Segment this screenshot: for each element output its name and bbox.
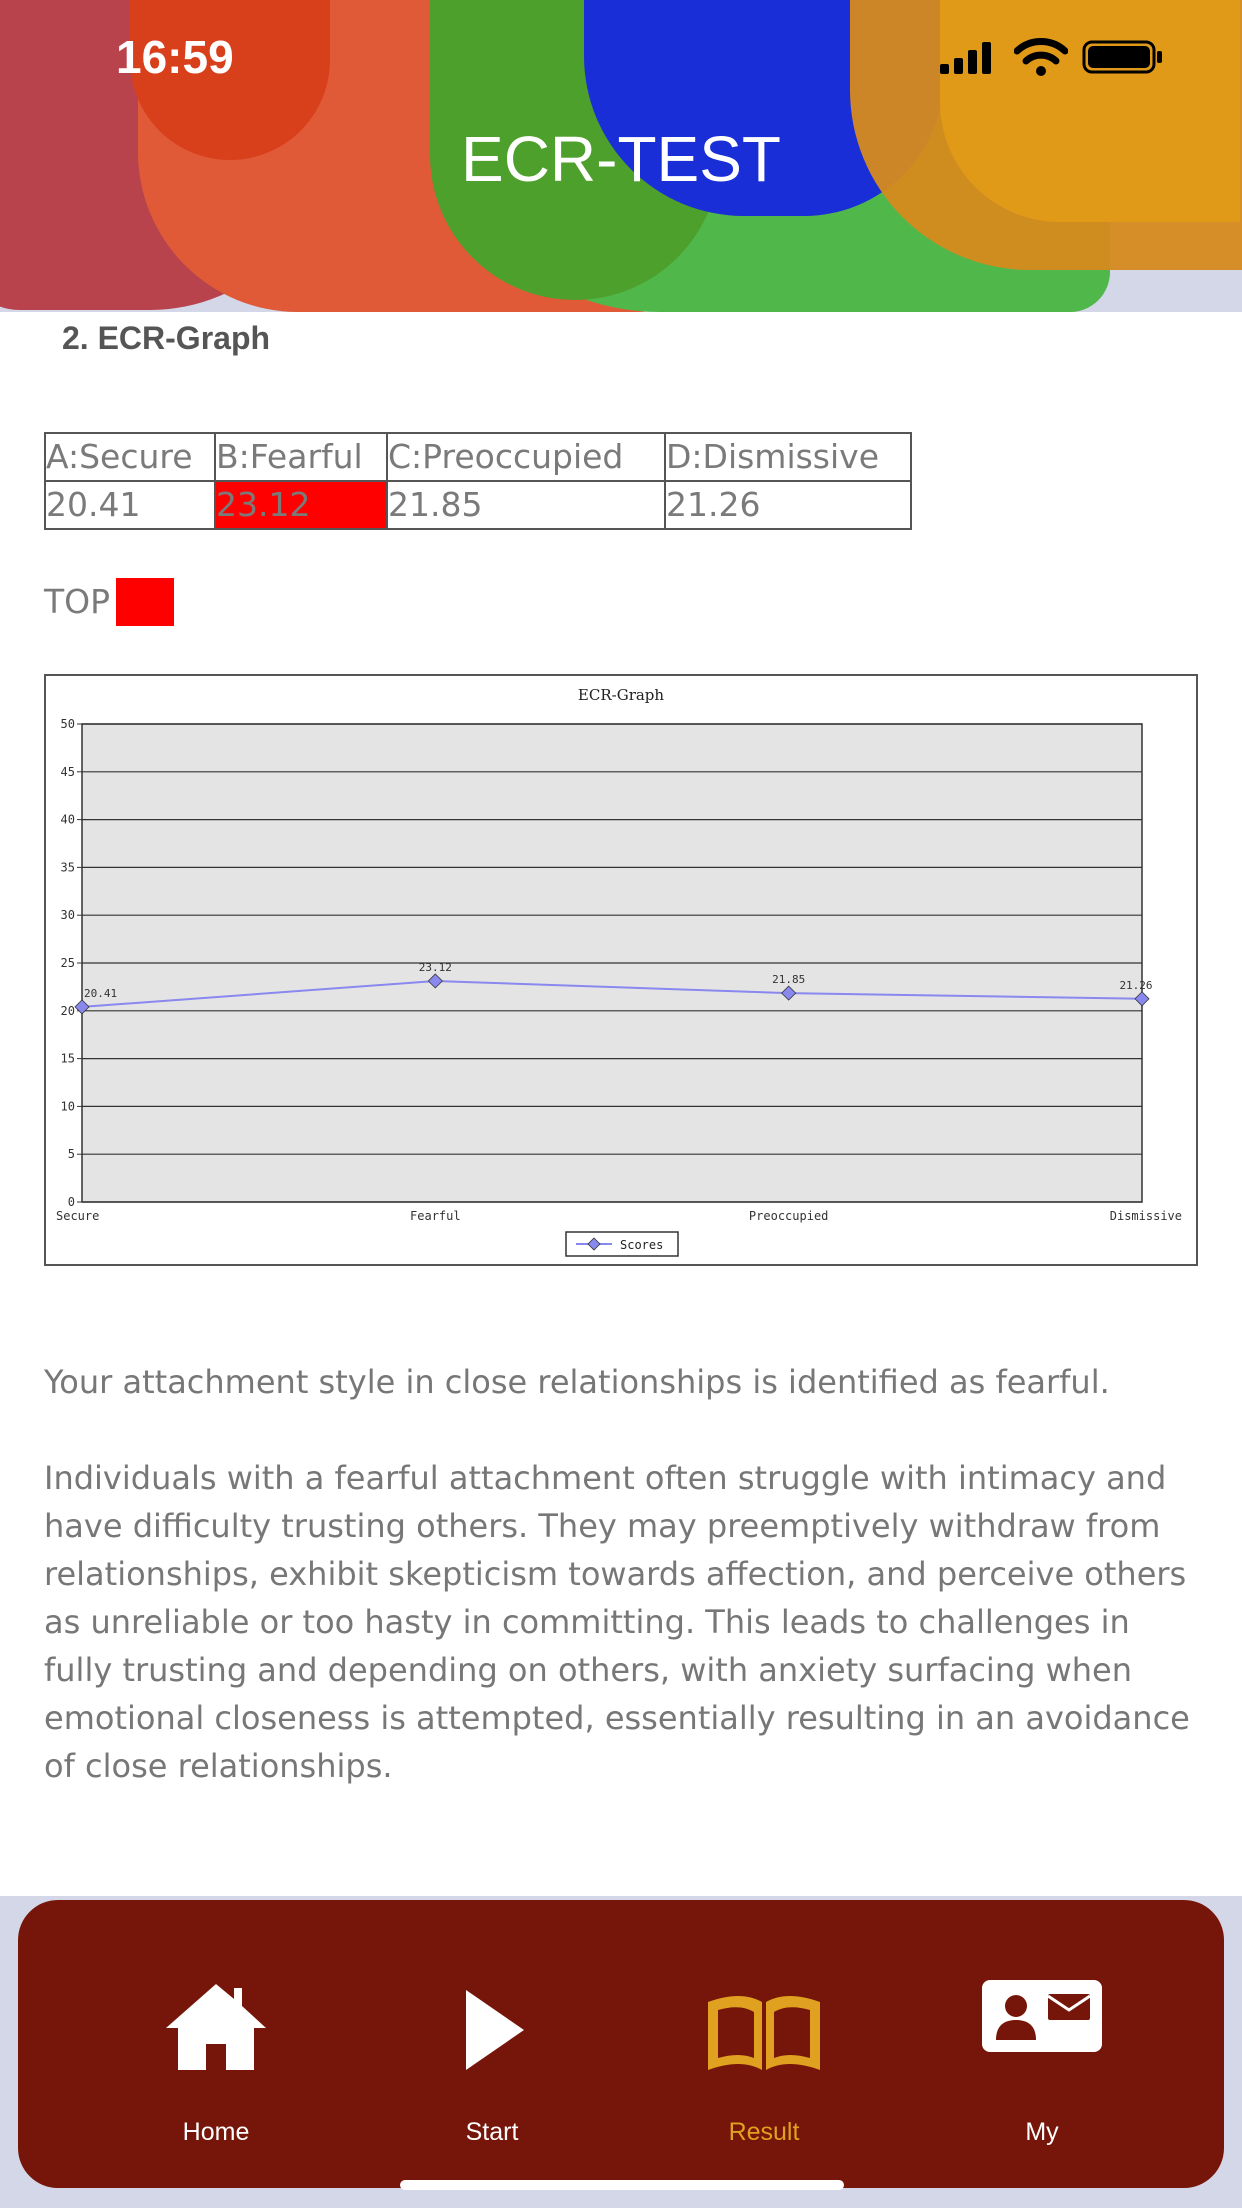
tab-home[interactable] [96,1900,336,2146]
status-bar [0,0,1242,120]
tab-home-label: Home [182,2118,250,2146]
top-label: TOP [44,582,111,621]
score-header-fearful: B:Fearful [215,433,387,481]
app-title: ECR-TEST [461,123,781,195]
chart-y-tick-label: 5 [67,1147,75,1162]
result-description [44,1358,1204,1838]
book-icon [704,1970,824,2090]
score-value-dismissive: 21.26 [665,481,911,529]
home-indicator [400,2180,844,2190]
tab-bar [18,1900,1224,2188]
chart-data-label: 21.26 [1119,978,1153,992]
chart-plot-area [56,717,1182,1223]
score-table-header-row [45,433,911,481]
chart-x-tick-label: Dismissive [1109,1209,1182,1223]
description-detail: Individuals with a fearful attachment often struggle with intimacy and have difficulty trusting others. They may preemptively withdraw from relationships, exhibit skepticism towards affection, and perceive others as unreliable or too hasty in committing. This leads to challenges in fully trusting and depending on others, with anxiety surfacing when emotional closeness is attempted, essentially resulting in an avoidance of close relationships. [44,1459,1190,1785]
ecr-chart [46,676,1196,1264]
battery-icon [1082,40,1164,74]
tab-my-label: My [1025,2118,1059,2146]
score-header-preoccupied: C:Preoccupied [387,433,665,481]
chart-y-tick-label: 15 [60,1051,75,1066]
chart-y-tick-label: 40 [60,812,75,827]
legend-label-scores: Scores [620,1238,664,1252]
chart-data-label: 20.41 [84,986,118,1000]
score-table [44,432,912,530]
chart-x-tick-label: Fearful [410,1209,461,1223]
chart-data-label: 21.85 [772,973,806,987]
chart-y-tick-label: 0 [67,1195,75,1209]
tab-result[interactable] [644,1900,884,2146]
tab-my[interactable] [922,1900,1162,2146]
top-color-swatch [116,578,174,626]
wifi-icon [1014,38,1068,78]
chart-y-tick-label: 10 [60,1099,75,1114]
tab-start[interactable] [372,1900,612,2146]
contact-card-icon [972,1970,1112,2090]
score-header-secure: A:Secure [45,433,215,481]
score-value-preoccupied: 21.85 [387,481,665,529]
chart-y-tick-label: 50 [60,717,75,731]
home-icon [156,1970,276,2090]
chart-y-tick-label: 45 [60,764,75,779]
score-value-fearful: 23.12 [215,481,387,529]
chart-data-label: 23.12 [418,960,452,974]
description-summary: Your attachment style in close relationships is identified as fearful. [44,1363,1110,1401]
chart-x-tick-label: Secure [56,1209,100,1223]
chart-y-tick-label: 25 [60,956,75,970]
chart-x-tick-label: Preoccupied [748,1209,829,1223]
score-value-secure: 20.41 [45,481,215,529]
cellular-signal-icon [938,40,1000,76]
tab-result-label: Result [728,2118,800,2146]
chart-frame [44,674,1198,1266]
play-icon [432,1970,552,2090]
score-header-dismissive: D:Dismissive [665,433,911,481]
chart-legend [566,1232,678,1256]
tab-start-label: Start [465,2118,519,2146]
chart-y-tick-label: 35 [60,860,75,875]
chart-y-tick-label: 30 [60,908,75,923]
section-title: 2. ECR-Graph [62,320,271,356]
score-table-value-row [45,481,911,529]
chart-title: ECR-Graph [577,686,665,704]
status-time: 16:59 [116,31,234,83]
chart-y-tick-label: 20 [60,1003,75,1018]
